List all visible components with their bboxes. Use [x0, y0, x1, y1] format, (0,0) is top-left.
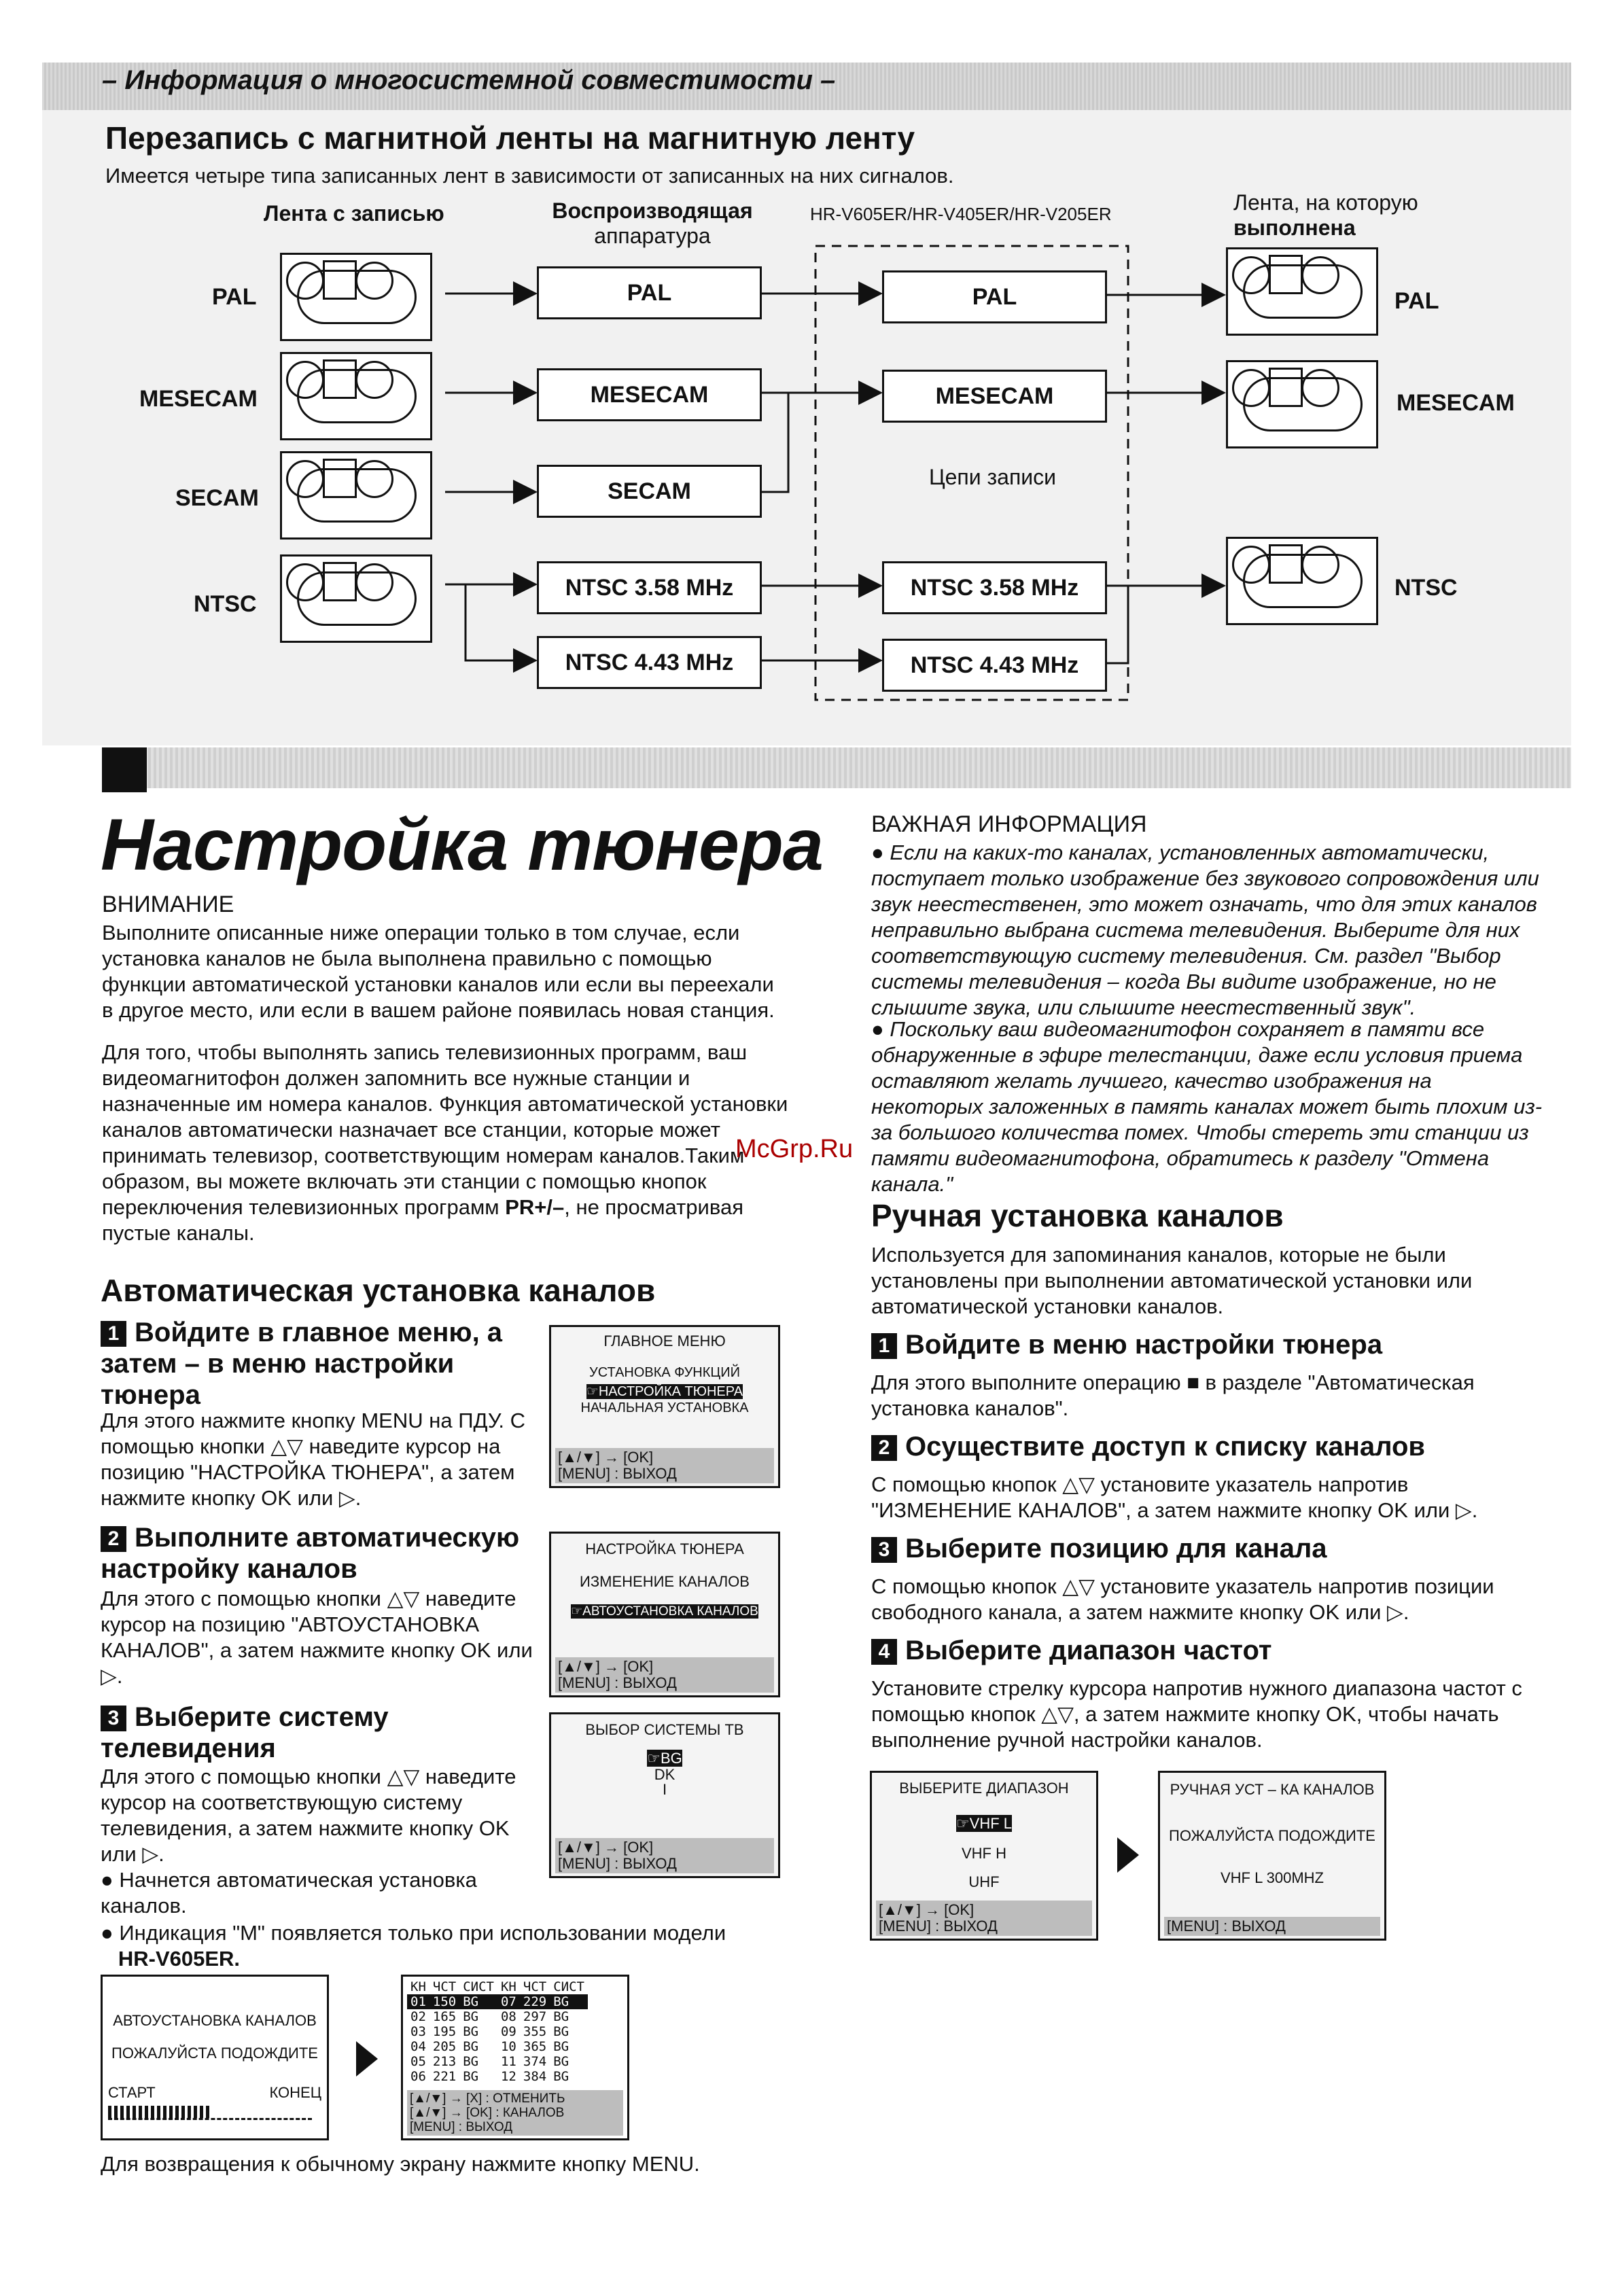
col-source: Лента с записью — [264, 201, 444, 226]
auto-bullet2: ● Индикация "M" появляется только при использовании модели HR-V605ER. — [101, 1921, 726, 1971]
table-row: 05 213 BG 11 374 BG — [410, 2054, 569, 2069]
manual-step4-text: Установите стрелку курсора напротив нужного диапазона частот с помощью кнопок △▽, а затем нажмите кнопку OK, чтобы начать выполнение ручной настройки каналов. — [871, 1676, 1522, 1752]
manual-step4-title: 4 Выберите диапазон частот — [871, 1635, 1551, 1666]
recorder-box-ntsc358: NTSC 3.58 MHz — [882, 561, 1107, 614]
screen-tv-system: ВЫБОР СИСТЕМЫ ТВ ☞BG DK I [▲/▼] → [OK] [MENU] : ВЫХОД — [549, 1712, 780, 1878]
table-row: 01 150 BG 07 229 BG — [407, 1994, 588, 2009]
src-label-secam: SECAM — [175, 485, 259, 511]
dubbing-subtitle: Имеется четыре типа записанных лент в зависимости от записанных на них сигналов. — [105, 164, 954, 188]
manual-step1-title: 1 Войдите в меню настройки тюнера — [871, 1329, 1551, 1360]
important-bullet-1: ● Если на каких-то каналах, установленных автоматически, поступает только изображение без звукового сопровождения или звук неестественен, это может означать, что для этих каналов неправильно выбрана система телевидения. Выберите для них соответствующую систему телевидения. См. раздел "Выбор системы телевидения – когда Вы видите изображение, но не слышите звука, или слышите неестественный звук". — [871, 841, 1539, 1019]
dest-label-mesecam: MESECAM — [1397, 390, 1515, 416]
table-row: 06 221 BG 12 384 BG — [410, 2069, 569, 2084]
dest-label-ntsc: NTSC — [1394, 575, 1458, 601]
recorder-box-pal: PAL — [882, 270, 1107, 323]
col-models: HR-V605ER/HR-V405ER/HR-V205ER — [810, 204, 1112, 224]
record-circuits-label: Цепи записи — [928, 465, 1057, 489]
dubbing-title: Перезапись с магнитной ленты на магнитную ленту — [105, 120, 915, 156]
player-box-mesecam: MESECAM — [537, 368, 762, 421]
warning-text: Выполните описанные ниже операции только в том случае, если установка каналов не была выполнена правильно с помощью функции автоматической установки каналов или если вы переехали в другое место, или если в вашем районе появилась новая станция. — [102, 921, 775, 1022]
screen-main-menu: ГЛАВНОЕ МЕНЮ УСТАНОВКА ФУНКЦИЙ ☞НАСТРОЙКА ТЮНЕРА НАЧАЛЬНАЯ УСТАНОВКА [▲/▼] → [OK] [MENU] : ВЫХОД — [549, 1325, 780, 1488]
auto-step1-title: 1 Войдите в главное меню, а затем – в меню настройки тюнера — [101, 1318, 503, 1410]
src-label-ntsc: NTSC — [194, 591, 257, 617]
manual-step1-text: Для этого выполните операцию ■ в разделе "Автоматическая установка каналов". — [871, 1371, 1475, 1420]
auto-step3-title: 3 Выберите систему телевидения — [101, 1702, 389, 1763]
recorder-box-ntsc443: NTSC 4.43 MHz — [882, 639, 1107, 692]
auto-step2-text: Для этого с помощью кнопки △▽ наведите курсор на позицию "АВТОУСТАНОВКА КАНАЛОВ", а затем нажмите кнопку OK или ▷. — [101, 1587, 533, 1688]
screen-band-select: ВЫБЕРИТЕ ДИАПАЗОН ☞VHF L VHF H UHF [▲/▼] → [OK] [MENU] : ВЫХОД — [870, 1771, 1098, 1941]
auto-step1-text: Для этого нажмите кнопку MENU на ПДУ. С помощью кнопки △▽ наведите курсор на позицию "НАСТРОЙКА ТЮНЕРА", а затем нажмите кнопку OK или ▷. — [101, 1409, 526, 1510]
src-label-pal: PAL — [212, 284, 257, 310]
auto-title: Автоматическая установка каналов — [101, 1273, 656, 1308]
table-row: 03 195 BG 09 355 BG — [410, 2024, 569, 2039]
manual-intro: Используется для запоминания каналов, которые не были установлены при выполнении автоматической установки или автоматической установки каналов. — [871, 1243, 1473, 1318]
player-box-ntsc443: NTSC 4.43 MHz — [537, 636, 762, 689]
intro-text: Для того, чтобы выполнять запись телевизионных программ, ваш видеомагнитофон должен запомнить все нужные станции и назначенные им номера каналов. Функция автоматической установки каналов автоматически назначает все станции, которые может принимать телевизор, соответствующим номерам каналов.Таким образом, вы можете включать эти станции с помощью кнопок переключения телевизионных программ PR+/–, не просматривая пустые каналы. — [102, 1040, 788, 1245]
screen-manual-set: РУЧНАЯ УСТ – КА КАНАЛОВ ПОЖАЛУЙСТА ПОДОЖДИТЕ VHF L 300MHZ [MENU] : ВЫХОД — [1158, 1771, 1386, 1941]
manual-step3-text: С помощью кнопок △▽ установите указатель напротив позиции свободного канала, а затем нажмите кнопку OK или ▷. — [871, 1574, 1494, 1624]
player-box-secam: SECAM — [537, 465, 762, 518]
return-text: Для возвращения к обычному экрану нажмите кнопку MENU. — [101, 2152, 700, 2176]
dest-label-pal: PAL — [1394, 288, 1439, 314]
col-dest: Лента, на которую выполнена — [1233, 190, 1418, 240]
manual-step3-title: 3 Выберите позицию для канала — [871, 1533, 1551, 1564]
table-row: 04 205 BG 10 365 BG — [410, 2039, 569, 2054]
next-arrow-icon — [1115, 1835, 1142, 1875]
watermark: McGrp.Ru — [735, 1135, 854, 1163]
section-marker — [102, 747, 147, 792]
player-box-pal: PAL — [537, 266, 762, 319]
table-row: 02 165 BG 08 297 BG — [410, 2009, 569, 2024]
next-arrow-icon — [353, 2038, 381, 2079]
auto-bullet1: ● Начнется автоматическая установка каналов. — [101, 1868, 477, 1918]
manual-title: Ручная установка каналов — [871, 1198, 1284, 1233]
screen-channel-table: КН ЧСТ СИСТ КН ЧСТ СИСТ 01 150 BG 07 229 BG 02 165 BG 08 297 BG 03 195 BG 09 355 BG 04 205 BG 10 365 BG 05 213 BG 11 374 BG 06 221 BG 12 384 BG [▲/▼] → [X] : ОТМЕНИТЬ [▲/▼] → [OK] : КАНАЛОВ [MENU] : ВЫХОД — [401, 1975, 629, 2140]
col-player: Воспроизводящая аппаратура — [552, 198, 753, 248]
auto-step3-text: Для этого с помощью кнопки △▽ наведите курсор на соответствующую систему телевидения, а затем нажмите кнопку OK или ▷. — [101, 1765, 516, 1866]
screen-tuner-menu: НАСТРОЙКА ТЮНЕРА ИЗМЕНЕНИЕ КАНАЛОВ ☞АВТОУСТАНОВКА КАНАЛОВ [▲/▼] → [OK] [MENU] : ВЫХОД — [549, 1532, 780, 1697]
screen-autoset-progress: АВТОУСТАНОВКА КАНАЛОВ ПОЖАЛУЙСТА ПОДОЖДИТЕ СТАРТ КОНЕЦ — [101, 1975, 329, 2140]
recorder-box-mesecam: MESECAM — [882, 370, 1107, 423]
important-heading: ВАЖНАЯ ИНФОРМАЦИЯ — [871, 811, 1147, 837]
flow-lines — [0, 0, 1597, 747]
important-bullet-2: ● Поскольку ваш видеомагнитофон сохраняет в памяти все обнаруженные в эфире телестанции, даже если условия приема оставляют желать лучшего, качество изображения на некоторых заложенных в память каналах может быть плохим из-за большого количества помех. Чтобы стереть эти станции из памяти видеомагнитофона, обратитесь к разделу "Отмена канала." — [871, 1017, 1543, 1196]
tuner-title: Настройка тюнера — [101, 803, 823, 885]
warning-heading: ВНИМАНИЕ — [102, 891, 234, 917]
tuner-band — [102, 747, 1571, 788]
src-label-mesecam: MESECAM — [139, 386, 258, 412]
manual-step2-title: 2 Осуществите доступ к списку каналов — [871, 1431, 1551, 1462]
manual-step2-text: С помощью кнопок △▽ установите указатель напротив "ИЗМЕНЕНИЕ КАНАЛОВ", а затем нажмите кнопку OK или ▷. — [871, 1472, 1478, 1522]
auto-step2-title: 2 Выполните автоматическую настройку каналов — [101, 1523, 520, 1584]
player-box-ntsc358: NTSC 3.58 MHz — [537, 561, 762, 614]
band-title: – Информация о многосистемной совместимости – — [102, 65, 836, 95]
